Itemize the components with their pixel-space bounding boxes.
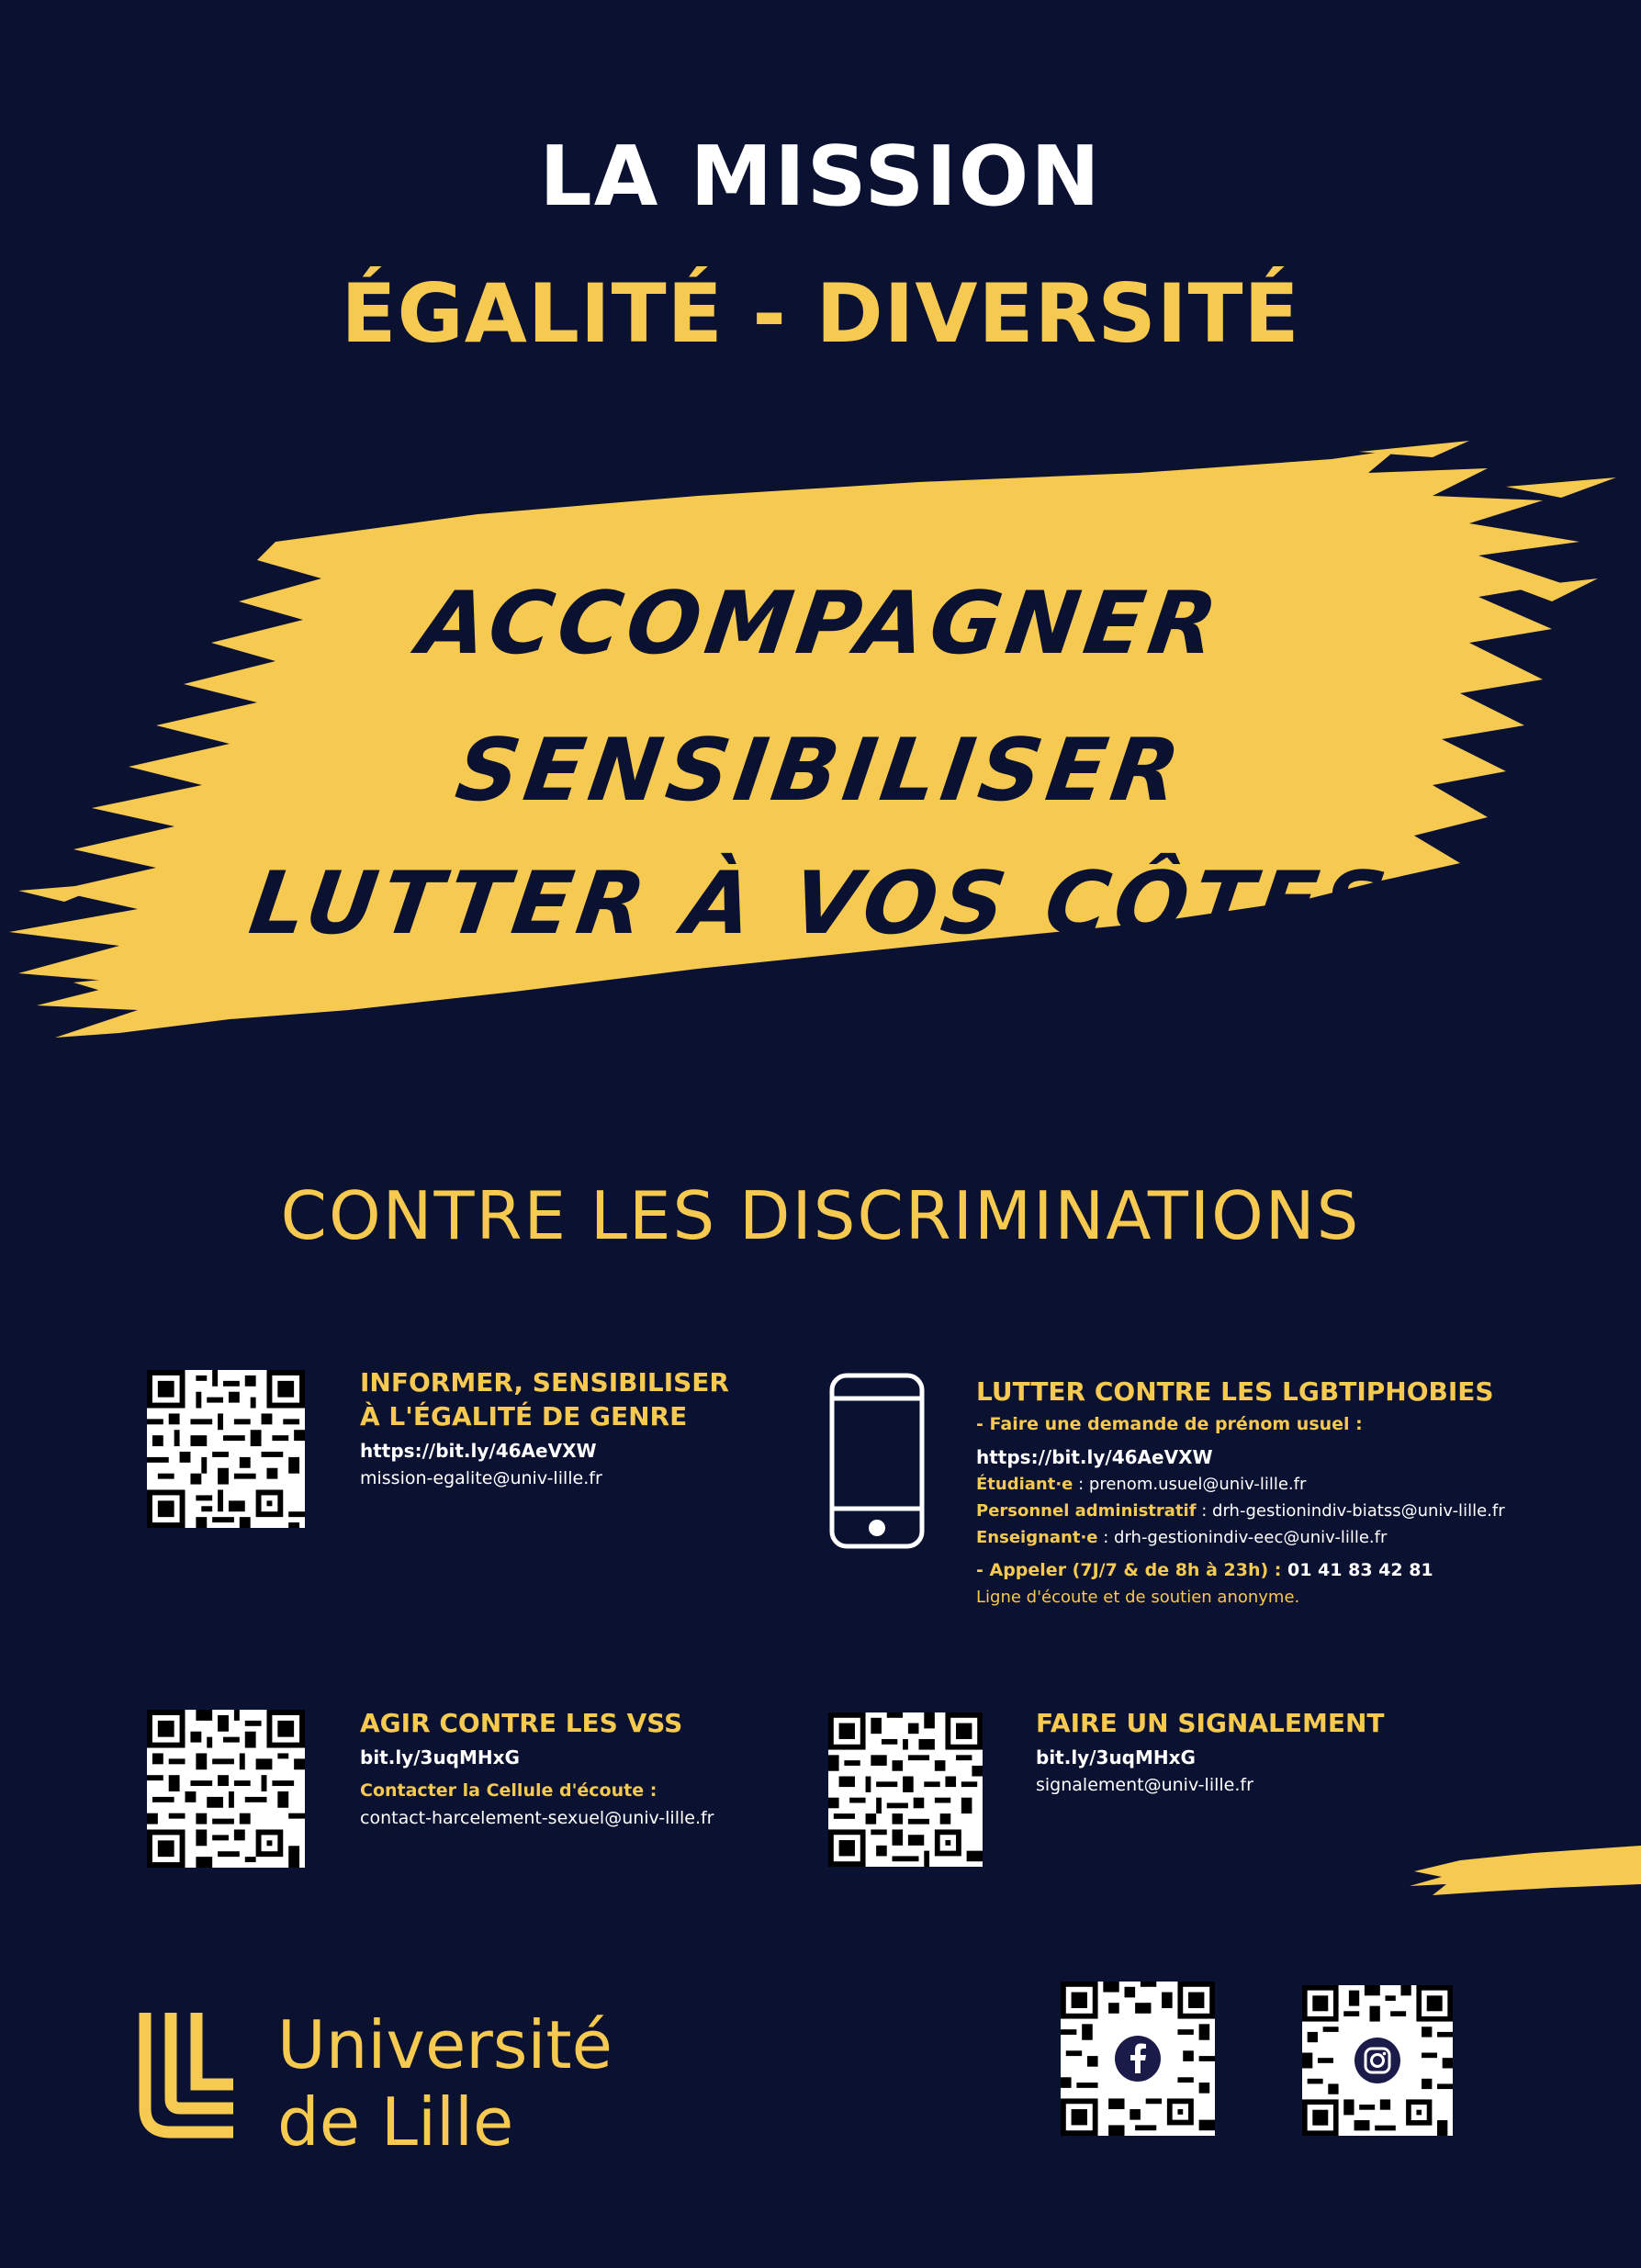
- qr-code-vss[interactable]: [147, 1710, 305, 1868]
- vss-title: AGIR CONTRE LES VSS: [360, 1708, 683, 1738]
- lgbt-title: LUTTER CONTRE LES LGBTIPHOBIES: [976, 1376, 1494, 1407]
- lgbt-etudiant: [976, 1471, 1619, 1498]
- qr-code-egalite[interactable]: [147, 1370, 305, 1528]
- etudiant-email[interactable]: : prenom.usuel@univ-lille.fr: [1073, 1475, 1307, 1494]
- enseignant-label: Enseignant·e: [976, 1528, 1098, 1547]
- signalement-link[interactable]: bit.ly/3uqMHxG: [1036, 1746, 1196, 1768]
- lgbt-subtitle: - Faire une demande de prénom usuel :: [976, 1414, 1363, 1434]
- call-note: Ligne d'écoute et de soutien anonyme.: [976, 1588, 1300, 1607]
- block-vss: [360, 1706, 801, 1832]
- brush-stroke-small: [1405, 1844, 1641, 1899]
- egalite-title-line-2: À L'ÉGALITÉ DE GENRE: [360, 1401, 688, 1432]
- mission-title: LA MISSION: [539, 129, 1102, 225]
- section-title: CONTRE LES DISCRIMINATIONS: [280, 1177, 1361, 1254]
- lgbt-link[interactable]: https://bit.ly/46AeVXW: [976, 1446, 1213, 1468]
- vss-contact-label: Contacter la Cellule d'écoute :: [360, 1780, 658, 1801]
- mission-subtitle: ÉGALITÉ - DIVERSITÉ: [341, 266, 1300, 361]
- call-label: - Appeler (7J/7 & de 8h à 23h) :: [976, 1560, 1282, 1580]
- qr-code-instagram[interactable]: [1302, 1985, 1453, 2136]
- vss-link[interactable]: bit.ly/3uqMHxG: [360, 1746, 520, 1768]
- university-logo-icon: [138, 2009, 237, 2139]
- lgbt-call: [976, 1556, 1619, 1584]
- slogan-line-1: ACCOMPAGNER: [412, 574, 1229, 674]
- enseignant-email[interactable]: : drh-gestionindiv-eec@univ-lille.fr: [1097, 1528, 1388, 1547]
- egalite-title-line-1: INFORMER, SENSIBILISER: [360, 1367, 729, 1398]
- instagram-icon: [1352, 2035, 1403, 2086]
- signalement-title: FAIRE UN SIGNALEMENT: [1036, 1708, 1385, 1738]
- egalite-email[interactable]: mission-egalite@univ-lille.fr: [360, 1468, 602, 1488]
- qr-code-facebook[interactable]: [1061, 1982, 1215, 2136]
- personnel-email[interactable]: : drh-gestionindiv-biatss@univ-lille.fr: [1196, 1501, 1505, 1521]
- block-egalite: [360, 1365, 801, 1492]
- slogan-line-2: SENSIBILISER: [450, 721, 1191, 821]
- university-logo-text: [277, 2006, 613, 2161]
- slogan-line-3: LUTTER À VOS CÔTES: [243, 854, 1398, 954]
- egalite-link[interactable]: https://bit.ly/46AeVXW: [360, 1440, 597, 1462]
- lgbt-enseignant: [976, 1524, 1619, 1551]
- lgbt-personnel: [976, 1498, 1619, 1524]
- block-signalement: [1036, 1706, 1605, 1799]
- facebook-icon: [1112, 2033, 1163, 2084]
- call-number[interactable]: 01 41 83 42 81: [1281, 1560, 1433, 1580]
- qr-code-signalement[interactable]: [828, 1712, 983, 1867]
- logo-line-2: de Lille: [277, 2083, 514, 2161]
- signalement-email[interactable]: signalement@univ-lille.fr: [1036, 1775, 1253, 1795]
- block-lgbt: [976, 1375, 1619, 1611]
- etudiant-label: Étudiant·e: [976, 1475, 1073, 1494]
- personnel-label: Personnel administratif: [976, 1501, 1197, 1521]
- phone-icon: [829, 1373, 925, 1549]
- vss-email[interactable]: contact-harcelement-sexuel@univ-lille.fr: [360, 1808, 714, 1828]
- logo-line-1: Université: [277, 2006, 613, 2083]
